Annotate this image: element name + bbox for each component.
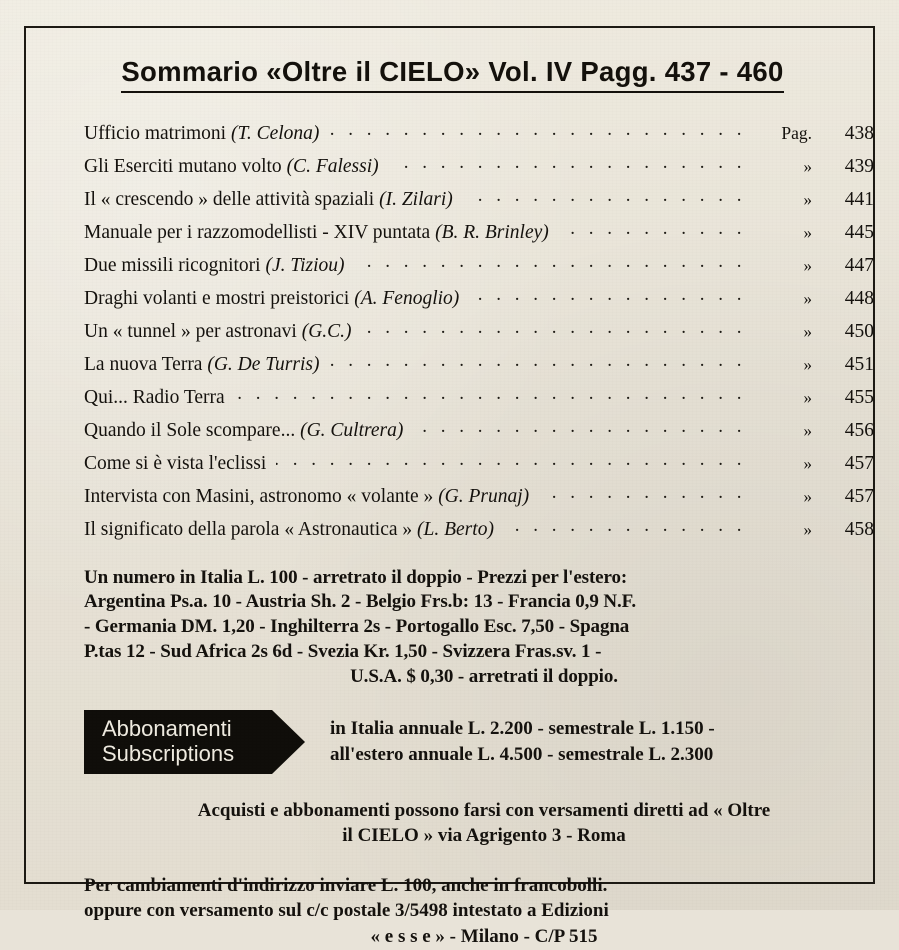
prices-line: - Germania DM. 1,20 - Inghilterra 2s - Portogallo Esc. 7,50 - Spagna (84, 616, 630, 638)
arrow-right-icon (272, 710, 305, 774)
toc-leader-dots (362, 321, 746, 337)
subscriptions-rate-line: in Italia annuale L. 2.200 - semestrale L. 1.150 - (330, 718, 715, 740)
toc-entry (84, 453, 874, 474)
toc-entry-page: 447 (844, 255, 874, 276)
toc-entry (84, 288, 874, 309)
toc-entry-mark: » (803, 520, 812, 539)
toc-entry-mark: » (803, 223, 812, 242)
subscriptions-badge-line-it: Abbonamenti (102, 715, 232, 741)
toc-entry-page: 457 (844, 486, 874, 507)
toc-entry-title: Qui... Radio Terra (84, 387, 225, 408)
toc-entry-page: 451 (844, 354, 874, 375)
toc-entry-title: Il « crescendo » delle attività spaziali (I. Zilari) (84, 189, 453, 210)
prices-line: P.tas 12 - Sud Africa 2s 6d - Svezia Kr. 1,50 - Svizzera Fras.sv. 1 - (84, 641, 602, 663)
toc-entry-title: Quando il Sole scompare... (G. Cultrera) (84, 420, 404, 441)
toc-entry-page: 450 (844, 321, 874, 342)
toc-entry-title: Come si è vista l'eclissi (84, 453, 267, 474)
toc-leader-dots (235, 387, 746, 403)
toc-entry-page: 456 (844, 420, 874, 441)
toc-entry-mark: Pag. (781, 123, 812, 143)
subscriptions-rate-line: all'estero annuale L. 4.500 - semestrale L. 2.300 (330, 744, 714, 765)
toc-entry-title: Intervista con Masini, astronomo « volante » (G. Prunaj) (84, 486, 530, 507)
address-note-line: oppure con versamento sul c/c postale 3/5498 intestato a Edizioni (84, 900, 609, 922)
toc-entry-author: (G. Cultrera) (300, 420, 404, 441)
toc-leader-dots (559, 222, 746, 238)
toc-entry (84, 123, 874, 144)
toc-entry-author: (G.C.) (301, 321, 352, 342)
toc-entry-author: (G. De Turris) (207, 354, 320, 375)
purchase-note-line: il CIELO » via Agrigento 3 - Roma (342, 825, 626, 847)
toc-entry (84, 222, 874, 243)
toc-entry-mark: » (803, 190, 812, 209)
toc-entry-title: La nuova Terra (G. De Turris) (84, 354, 320, 375)
toc-leader-dots (539, 486, 746, 502)
toc-entry-title: Gli Eserciti mutano volto (C. Falessi) (84, 156, 379, 177)
toc-entry (84, 519, 874, 540)
address-note-line: « e s s e » - Milano - C/P 515 (370, 925, 598, 947)
toc-leader-dots (329, 123, 746, 139)
toc-entry-author: (T. Celona) (230, 123, 320, 144)
prices-block (84, 566, 884, 690)
toc-entry-page: 438 (844, 123, 874, 144)
toc-leader-dots (469, 288, 746, 304)
toc-leader-dots (463, 189, 746, 205)
toc-entry-mark: » (803, 454, 812, 473)
toc-entry-page: 458 (844, 519, 874, 540)
subscriptions-badge (84, 710, 272, 774)
toc-leader-dots (504, 519, 746, 535)
toc-entry (84, 387, 874, 408)
prices-line: Argentina Ps.a. 10 - Austria Sh. 2 - Belgio Frs.b: 13 - Francia 0,9 N.F. (84, 591, 637, 613)
toc-entry (84, 156, 874, 177)
toc-leader-dots (413, 420, 746, 436)
toc-entry (84, 420, 874, 441)
toc-entry-mark: » (803, 157, 812, 176)
toc-entry-page: 455 (844, 387, 874, 408)
page-title-container (56, 56, 849, 93)
purchase-note (84, 798, 884, 849)
page-title: Sommario «Oltre il CIELO» Vol. IV Pagg. 437 - 460 (121, 56, 783, 93)
toc-entry-author: (C. Falessi) (286, 156, 379, 177)
toc-entry-mark: » (803, 388, 812, 407)
toc-entry-author: (L. Berto) (417, 519, 494, 540)
toc-entry-author: (J. Tiziou) (265, 255, 345, 276)
toc-entry-mark: » (803, 256, 812, 275)
toc-leader-dots (389, 156, 746, 172)
prices-line: U.S.A. $ 0,30 - arretrati il doppio. (350, 666, 618, 687)
toc-entry-title: Draghi volanti e mostri preistorici (A. Fenoglio) (84, 288, 460, 309)
toc-entry-author: (G. Prunaj) (438, 486, 530, 507)
toc-entry-mark: » (803, 289, 812, 308)
toc-entry-page: 439 (844, 156, 874, 177)
toc-entry-mark: » (803, 421, 812, 440)
toc-entry-author: (I. Zilari) (379, 189, 453, 210)
toc-entry (84, 486, 874, 507)
subscriptions-rates (330, 716, 894, 767)
toc-entry (84, 354, 874, 375)
toc-leader-dots (355, 255, 746, 271)
toc-entry-mark: » (803, 355, 812, 374)
page-border (24, 26, 875, 947)
toc-entry-author: (A. Fenoglio) (354, 288, 460, 309)
toc-entry-title: Ufficio matrimoni (T. Celona) (84, 123, 320, 144)
address-note-line: Per cambiamenti d'indirizzo inviare L. 100, anche in francobolli. (84, 874, 608, 896)
subscriptions-block (84, 710, 894, 774)
address-change-note (84, 873, 884, 950)
toc-leader-dots (329, 354, 746, 370)
toc-entry-author: (B. R. Brinley) (435, 222, 549, 243)
toc-entry-page: 445 (844, 222, 874, 243)
toc-entry-title: Manuale per i razzomodellisti - XIV puntata (B. R. Brinley) (84, 222, 549, 243)
prices-line: Un numero in Italia L. 100 - arretrato il doppio - Prezzi per l'estero: (84, 566, 628, 588)
subscriptions-badge-line-en: Subscriptions (102, 740, 235, 766)
toc-entry-mark: » (803, 487, 812, 506)
toc-entry-mark: » (803, 322, 812, 341)
toc-entry-page: 448 (844, 288, 874, 309)
table-of-contents (84, 123, 874, 540)
toc-entry (84, 255, 874, 276)
toc-entry (84, 321, 874, 342)
toc-entry (84, 189, 874, 210)
purchase-note-line: Acquisti e abbonamenti possono farsi con versamenti diretti ad « Oltre (197, 800, 771, 822)
toc-entry-page: 441 (844, 189, 874, 210)
toc-entry-title: Un « tunnel » per astronavi (G.C.) (84, 321, 352, 342)
toc-entry-page: 457 (844, 453, 874, 474)
toc-entry-title: Il significato della parola « Astronautica » (L. Berto) (84, 519, 494, 540)
page-content (56, 46, 874, 947)
toc-entry-title: Due missili ricognitori (J. Tiziou) (84, 255, 345, 276)
toc-leader-dots (276, 453, 746, 469)
